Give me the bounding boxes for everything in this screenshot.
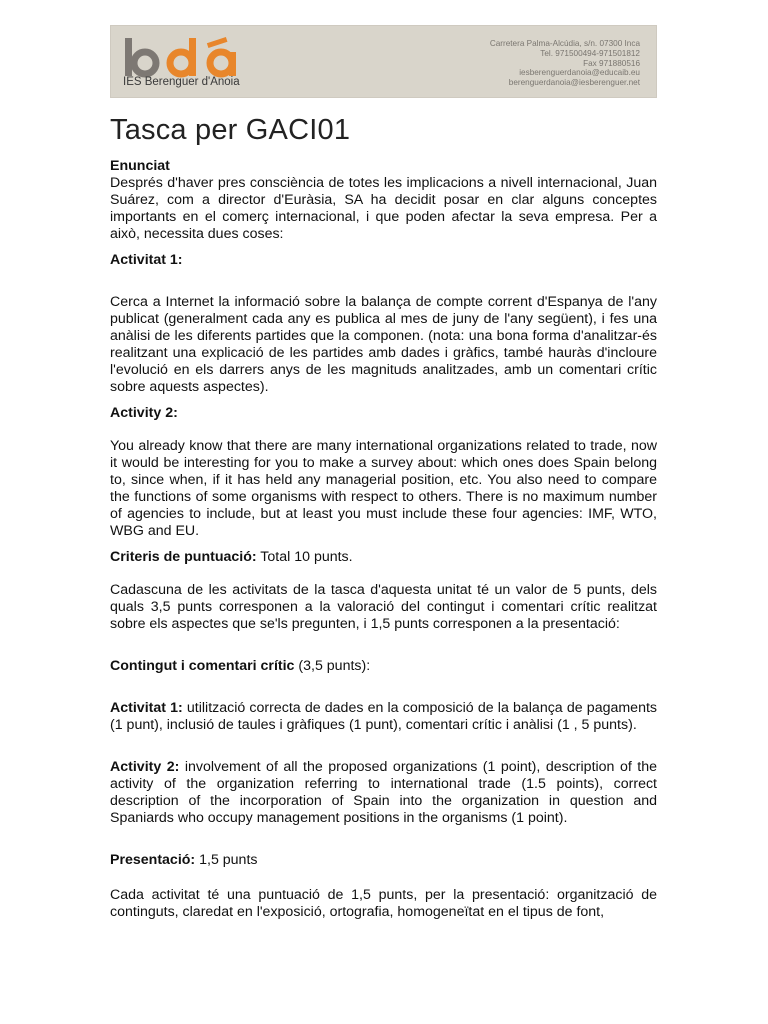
- fax: Fax 971880516: [583, 58, 640, 68]
- address: Carretera Palma-Alcúdia, s/n. 07300 Inca: [489, 39, 640, 48]
- email-2[interactable]: berenguerdanoia@iesberenguer.net: [508, 78, 640, 88]
- document-body: [110, 158, 657, 921]
- criteris-line: [110, 549, 657, 566]
- activity-2-eval-label: Activity 2:: [110, 759, 180, 775]
- presentacio-text: Cada activitat té una puntuació de 1,5 punts, per la presentació: organització de continguts, claredat en l'exposició, ortografia, homogeneïtat en el tipus de font,: [110, 887, 657, 920]
- school-name: IES Berenguer d'Anoia: [123, 76, 240, 88]
- phone: Tel. 971500494-971501812: [540, 48, 640, 58]
- presentacio-line: [110, 852, 657, 869]
- activitat-1-heading: Activitat 1:: [110, 252, 183, 268]
- activitat-1-eval-label: Activitat 1:: [110, 700, 183, 716]
- activity-2-heading: Activity 2:: [110, 405, 178, 421]
- letterhead: [110, 25, 657, 98]
- criteris-value: Total 10 punts.: [256, 549, 353, 565]
- contingut-label: Contingut i comentari crític: [110, 658, 295, 674]
- enunciat-text: Després d'haver pres consciència de totes les implicacions a nivell internacional, Juan Suárez, com a director d'Euràsia, SA ha decidit posar en clar alguns conceptes importants en el comerç internacional, i que poden afectar la seva empresa. Per a això, necessita dues coses:: [110, 175, 657, 242]
- school-logo-icon: [123, 36, 243, 80]
- presentacio-value: 1,5 punts: [195, 852, 258, 868]
- presentacio-label: Presentació:: [110, 852, 196, 868]
- criteris-text: Cadascuna de les activitats de la tasca d'aquesta unitat té un valor de 5 punts, dels quals 3,5 punts corresponen a la valoració del contingut i comentari crític realitzat sobre els aspectes que se'ls pregunten, i 1,5 punts corresponen a la presentació:: [110, 582, 657, 632]
- enunciat-heading: Enunciat: [110, 158, 170, 174]
- contingut-value: (3,5 punts):: [294, 658, 371, 674]
- activity-2-text: You already know that there are many international organizations related to trade, now it would be interesting for you to make a survey about: which ones does Spain belong to, since when, if it has held any managerial position, etc. You also need to compare the functions of some organisms with respect to others. There is no maximum number of agencies to include, but at least you must include these four agencies: IMF, WTO, WBG and EU.: [110, 438, 657, 539]
- contact-info: [490, 39, 640, 88]
- page-title: Tasca per GACI01: [110, 114, 351, 146]
- contingut-line: [110, 658, 657, 675]
- activitat-1-eval-text: utilització correcta de dades en la composició de la balança de pagaments (1 punt), inclusió de taules i gràfiques (1 punt), comentari crític i anàlisi (1 , 5 punts).: [110, 700, 657, 733]
- activity-2-eval: [110, 759, 657, 827]
- activitat-1-eval: [110, 700, 657, 734]
- email-1[interactable]: iesberenguerdanoia@educaib.eu: [519, 68, 640, 78]
- activity-2-eval-text: involvement of all the proposed organizations (1 point), description of the activity of the organization referring to international trade (1.5 points), correct description of the incorporation of Spain into the organization in question and Spaniards who occupy management positions in the organisms (1 point).: [110, 759, 657, 826]
- criteris-label: Criteris de puntuació:: [110, 549, 257, 565]
- activitat-1-text: Cerca a Internet la informació sobre la balança de compte corrent d'Espanya de l'any publicat (generalment cada any es publica al mes de juny de l'any següent), i fes una anàlisi de les diferents partides que la componen. (nota: una bona forma d'analitzar-és realitzant una explicació de les partides amb dades i gràfics, també hauràs d'incloure l'evolució en els darrers anys de les magnituds analitzades, amb un comentari crític sobre aquests aspectes).: [110, 294, 657, 395]
